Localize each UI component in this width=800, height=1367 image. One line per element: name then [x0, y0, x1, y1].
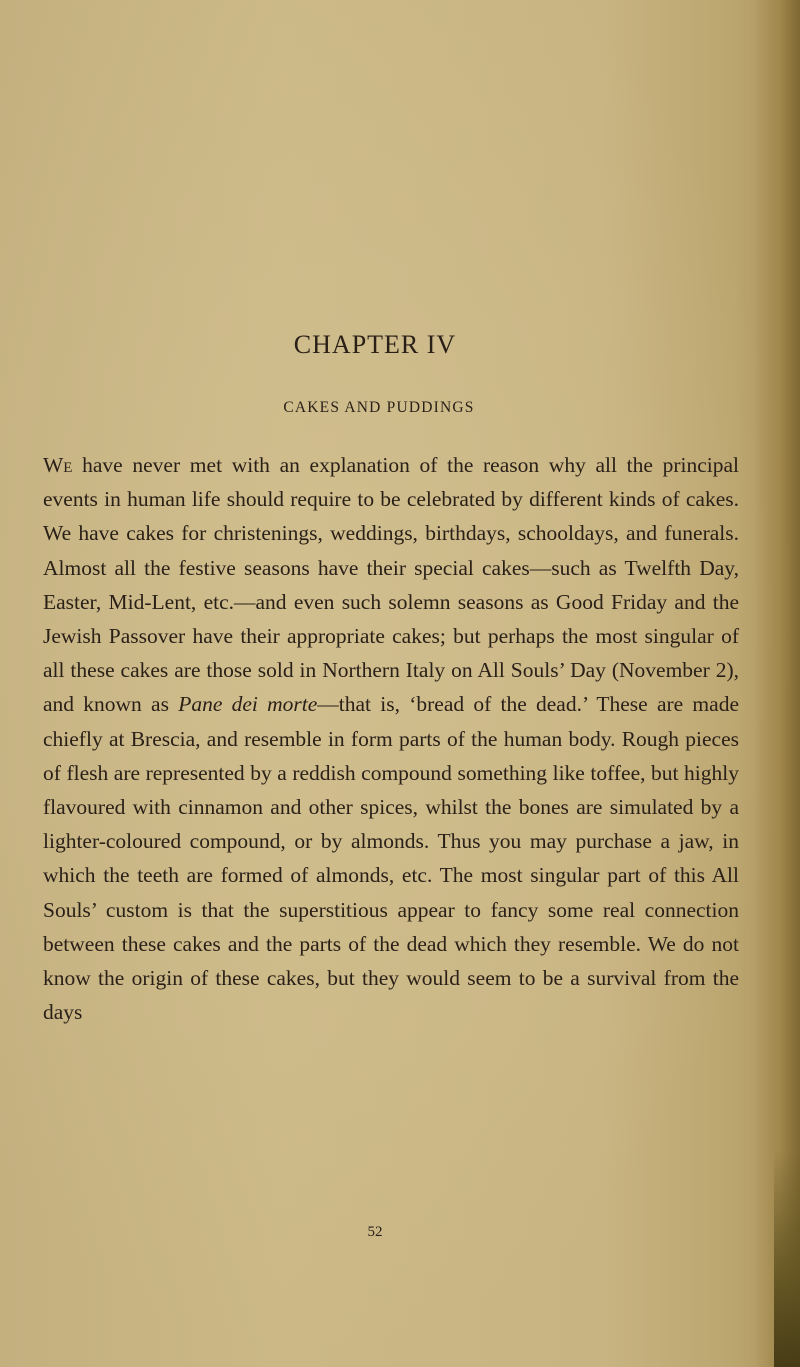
body-paragraph [43, 448, 739, 1029]
lead-word: We [43, 453, 73, 477]
chapter-title: CAKES AND PUDDINGS [283, 399, 475, 416]
page-corner-stain [774, 1150, 800, 1367]
paragraph-text-part2: —that is, ‘bread of the dead.’ These are made chiefly at Brescia, and resemble in form parts of the human body. Rough pieces of flesh are represented by a reddish compound something like toffee, but highly flavoured with cinnamon and other spices, whilst the bones are simulated by a lighter-coloured compound, or by almonds. Thus you may purchase a jaw, in which the teeth are formed of almonds, etc. The most singular part of this All Souls’ custom is that the superstitious appear to fancy some real connection between these cakes and the parts of the dead which they resemble. We do not know the origin of these cakes, but they would seem to be a survival from the days [43, 692, 739, 1025]
page-number: 52 [367, 1224, 383, 1240]
paragraph-text-part1: have never met with an explanation of the reason why all the principal events in human life should require to be celebrated by different kinds of cakes. We have cakes for christenings, weddings, birthdays, schooldays, and funerals. Almost all the festive seasons have their special cakes—such as Twelfth Day, Easter, Mid-Lent, etc.—and even such solemn seasons as Good Friday and the Jewish Passover have their appropriate cakes; but perhaps the most singular of all these cakes are those sold in Northern Italy on All Souls’ Day (November 2), and known as [43, 453, 739, 717]
chapter-heading: CHAPTER IV [293, 330, 457, 359]
italic-phrase: Pane dei morte [178, 692, 318, 717]
